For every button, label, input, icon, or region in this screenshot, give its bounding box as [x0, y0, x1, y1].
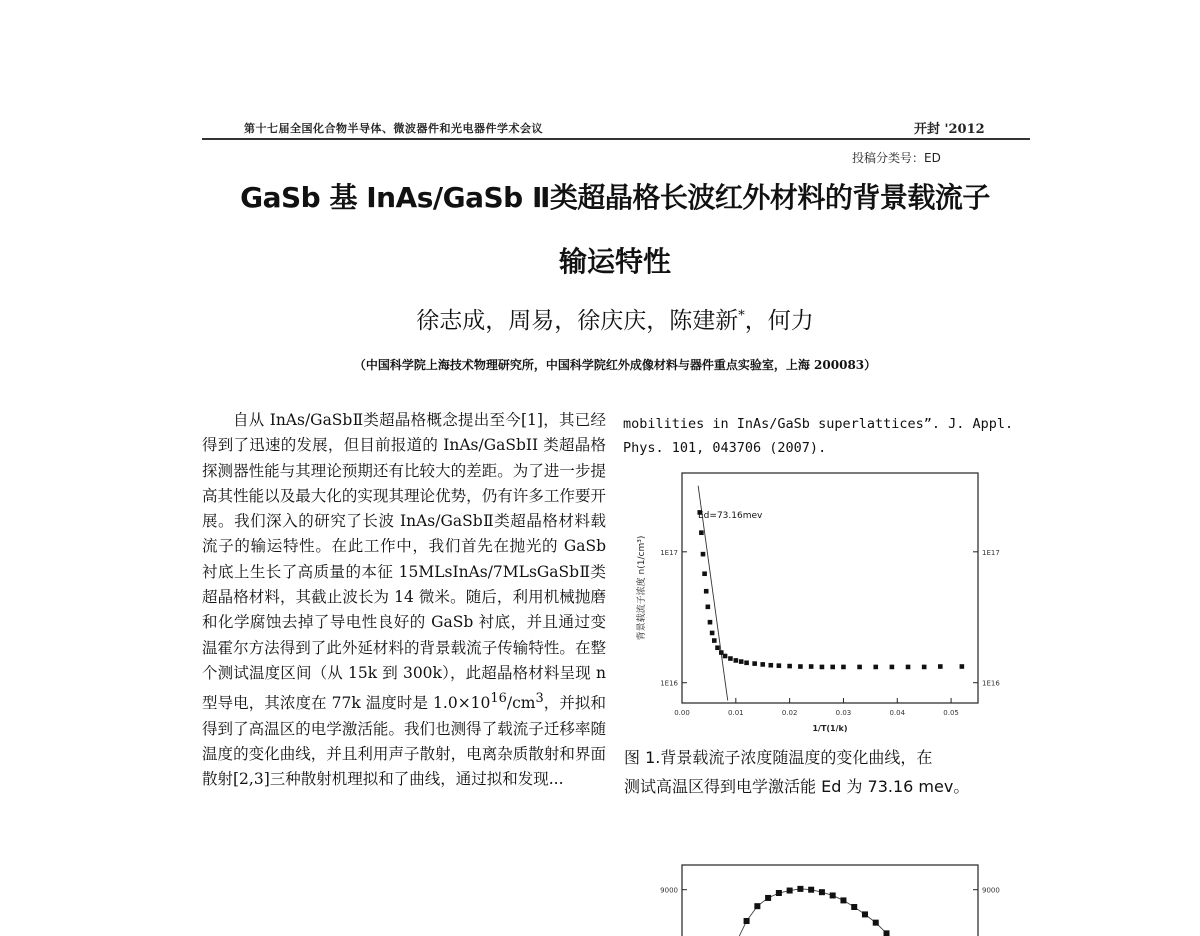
- data-point: [702, 571, 707, 576]
- data-point: [744, 660, 749, 665]
- data-point: [830, 892, 836, 898]
- running-header-conference: 第十七届全国化合物半导体、微波器件和光电器件学术会议: [244, 122, 543, 135]
- y-axis-label: 背景载流子浓度 n(1/cm³): [637, 535, 647, 641]
- y-tick-label-left: 9000: [660, 886, 678, 895]
- data-point: [787, 664, 792, 669]
- data-point: [739, 659, 744, 664]
- paper-title-line2: 输运特性: [558, 245, 671, 278]
- plot-frame: [682, 473, 978, 703]
- x-axis-label: 1/T(1/k): [812, 724, 848, 733]
- data-point: [851, 904, 857, 910]
- data-point: [760, 662, 765, 667]
- data-point: [841, 665, 846, 670]
- data-point: [809, 664, 814, 669]
- reference-line: Phys. 101, 043706 (2007).: [623, 440, 827, 456]
- data-point: [798, 664, 803, 669]
- cube-exponent: 3: [535, 691, 544, 707]
- corresponding-author-mark: *: [738, 308, 745, 324]
- exponent: 16: [490, 691, 507, 707]
- classification-code: 投稿分类号：ED: [852, 151, 941, 165]
- figure2-chart: [630, 860, 1000, 936]
- x-tick-label: 0.02: [781, 709, 798, 717]
- data-point: [808, 887, 814, 893]
- data-point: [710, 631, 715, 636]
- caption-line: 图 1.背景载流子浓度随温度的变化曲线，在: [624, 748, 933, 767]
- data-point: [769, 663, 774, 668]
- data-point: [734, 658, 739, 663]
- y-tick-label-left: 1E16: [660, 679, 678, 688]
- y-tick-label-right: 1E16: [982, 679, 1000, 688]
- y-tick-label-right: 9000: [982, 886, 1000, 895]
- body-paragraph: 自从 InAs/GaSbⅡ类超晶格概念提出至今[1]，其已经得到了迅速的发展，但目前报道的 InAs/GaSbII 类超晶格探测器性能与其理论预期还有比较大的差距。为了进一步提高其性能以及最大化的实现其理论优势，仍有许多工作要开展。我们深入的研究了长波 InAs/GaSbⅡ类超晶格材料载流子的输运特性。在此工作中，我们首先在抛光的 GaSb 衬底上生长了高质量的本征 15MLsInAs/7MLsGaSbⅡ类超晶格材料，其截止波长为 14 微米。随后，利用机械抛磨和化学腐蚀去掉了导电性良好的 GaSb 衬底，并且通过变温霍尔方法得到了此外延材料的背景载流子传输特性。在整个测试温度区间（从 15k 到 300k），此超晶格材料呈现 n 型导电，其浓度在 77k 温度时是 $1.0\times 10^{16}/cm^3$，并拟和得到了高温区的电学激活能。我们也测得了载流子迁移率随温度的变化曲线，并且利用声子散射，电离杂质散射和界面散射[2,3]三种散射机理拟和了曲线，通过拟和发现...: [202, 411, 606, 789]
- data-point: [728, 656, 733, 661]
- data-point: [960, 664, 965, 669]
- data-point: [938, 664, 943, 669]
- data-point: [820, 665, 825, 670]
- x-tick-label: 0.05: [943, 709, 959, 717]
- data-point: [765, 895, 771, 901]
- figure1-chart: [630, 465, 1000, 735]
- data-point: [708, 620, 713, 625]
- data-point: [906, 665, 911, 670]
- data-point: [857, 665, 862, 670]
- data-point: [922, 665, 927, 670]
- data-point: [884, 930, 890, 936]
- author-list: [0, 302, 1200, 335]
- data-point: [797, 886, 803, 892]
- affiliation: （中国科学院上海技术物理研究所，中国科学院红外成像材料与器件重点实验室，上海 200083）: [353, 358, 877, 372]
- running-header-location-year: 开封 '2012: [914, 122, 985, 137]
- x-tick-label: 0.01: [728, 709, 744, 717]
- data-point: [873, 665, 878, 670]
- data-point: [699, 530, 704, 535]
- data-point: [723, 654, 728, 659]
- caption-line: 测试高温区得到电学激活能 Ed 为 73.16 mev。: [624, 777, 970, 796]
- data-point: [701, 552, 706, 557]
- data-point: [744, 918, 750, 924]
- data-point: [873, 920, 879, 926]
- data-point: [712, 638, 717, 643]
- data-point: [819, 889, 825, 895]
- data-point: [890, 665, 895, 670]
- data-point: [830, 665, 835, 670]
- data-point: [706, 605, 711, 610]
- energy-annotation: Ed=73.16mev: [698, 511, 763, 521]
- plot-frame: [682, 865, 978, 936]
- data-point: [777, 663, 782, 668]
- left-column: [202, 408, 606, 793]
- header-rule: [202, 138, 1030, 140]
- y-tick-label-right: 1E17: [982, 548, 1000, 557]
- data-point: [715, 645, 720, 650]
- x-tick-label: 0.00: [674, 709, 690, 717]
- paper-title-line1: GaSb 基 InAs/GaSb Ⅱ类超晶格长波红外材料的背景载流子: [240, 181, 990, 214]
- reference-continuation: [623, 412, 1043, 460]
- fit-curve: [725, 889, 897, 936]
- x-tick-label: 0.03: [835, 709, 852, 717]
- data-point: [840, 897, 846, 903]
- x-tick-label: 0.04: [889, 709, 906, 717]
- data-point: [752, 661, 757, 666]
- data-point: [787, 888, 793, 894]
- authors-tail: ，何力: [744, 308, 814, 334]
- data-point: [754, 903, 760, 909]
- figure1-caption: [624, 743, 1034, 801]
- data-point: [704, 589, 709, 594]
- authors-main: 徐志成，周易，徐庆庆，陈建新: [416, 308, 739, 334]
- data-point: [776, 890, 782, 896]
- y-tick-label-left: 1E17: [660, 548, 678, 557]
- reference-line: mobilities in InAs/GaSb superlattices”. J. Appl.: [623, 416, 1014, 432]
- data-point: [862, 911, 868, 917]
